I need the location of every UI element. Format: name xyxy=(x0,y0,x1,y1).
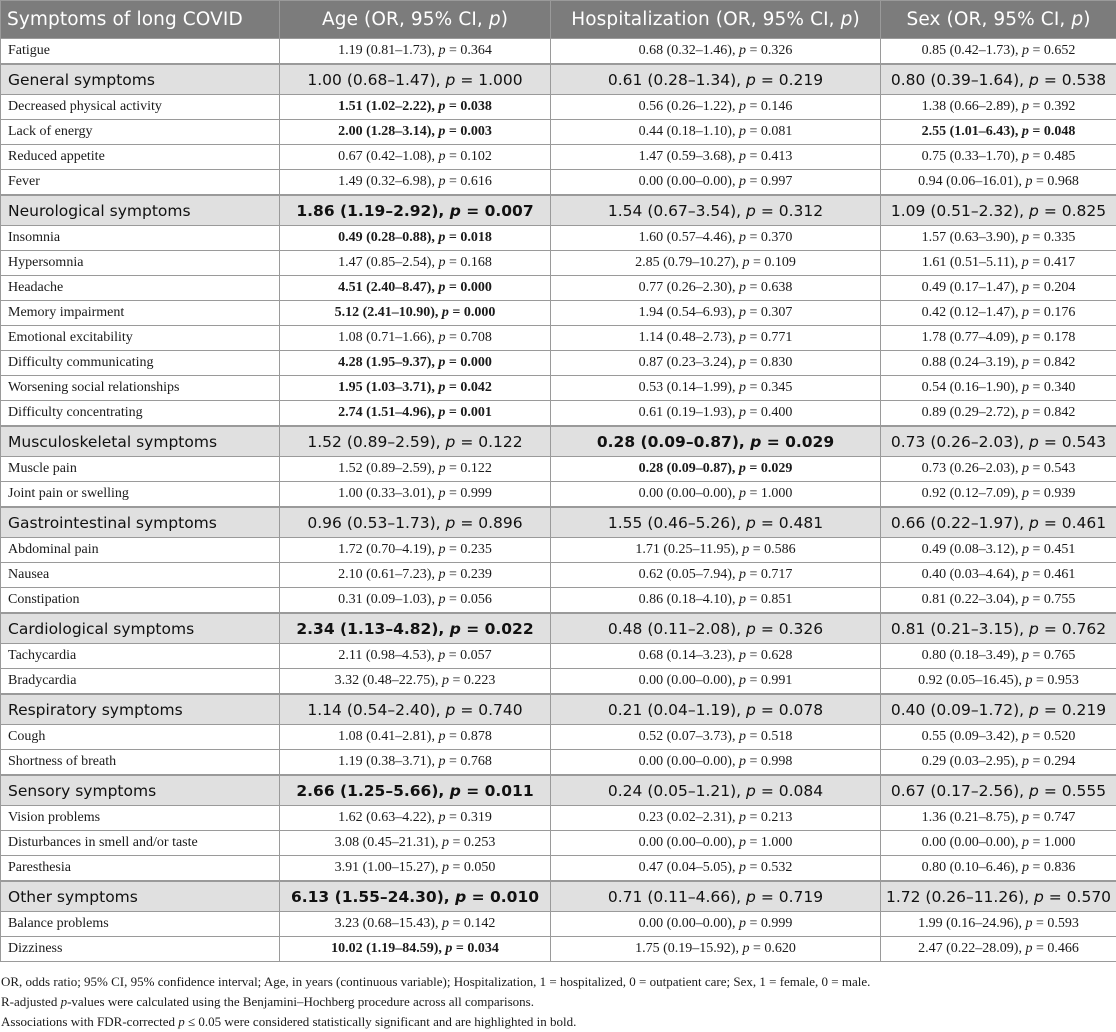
table-row xyxy=(1,145,1116,170)
hospitalization-cell: 0.21 (0.04–1.19), p = 0.078 xyxy=(551,694,881,725)
hospitalization-cell: 0.00 (0.00–0.00), p = 1.000 xyxy=(551,482,881,508)
symptom-cell: Difficulty concentrating xyxy=(1,401,280,427)
age-cell: 1.51 (1.02–2.22), p = 0.038 xyxy=(280,95,551,120)
table-row xyxy=(1,326,1116,351)
age-cell: 3.91 (1.00–15.27), p = 0.050 xyxy=(280,856,551,882)
age-cell: 1.86 (1.19–2.92), p = 0.007 xyxy=(280,195,551,226)
sex-cell: 0.29 (0.03–2.95), p = 0.294 xyxy=(881,750,1116,776)
age-cell: 1.19 (0.81–1.73), p = 0.364 xyxy=(280,39,551,65)
sex-cell: 0.73 (0.26–2.03), p = 0.543 xyxy=(881,457,1116,482)
table-row xyxy=(1,856,1116,882)
age-cell: 1.52 (0.89–2.59), p = 0.122 xyxy=(280,426,551,457)
table-row xyxy=(1,912,1116,937)
age-cell: 3.08 (0.45–21.31), p = 0.253 xyxy=(280,831,551,856)
sex-cell: 0.85 (0.42–1.73), p = 0.652 xyxy=(881,39,1116,65)
hospitalization-cell: 0.44 (0.18–1.10), p = 0.081 xyxy=(551,120,881,145)
table-row xyxy=(1,401,1116,427)
hospitalization-cell: 0.56 (0.26–1.22), p = 0.146 xyxy=(551,95,881,120)
age-cell: 1.08 (0.71–1.66), p = 0.708 xyxy=(280,326,551,351)
symptom-cell: Headache xyxy=(1,276,280,301)
symptom-cell: Joint pain or swelling xyxy=(1,482,280,508)
symptom-cell: Cardiological symptoms xyxy=(1,613,280,644)
sex-cell: 0.92 (0.12–7.09), p = 0.939 xyxy=(881,482,1116,508)
symptom-cell: Hypersomnia xyxy=(1,251,280,276)
hospitalization-cell: 0.87 (0.23–3.24), p = 0.830 xyxy=(551,351,881,376)
table-row xyxy=(1,482,1116,508)
symptom-cell: Vision problems xyxy=(1,806,280,831)
sex-cell: 0.81 (0.21–3.15), p = 0.762 xyxy=(881,613,1116,644)
hospitalization-cell: 1.94 (0.54–6.93), p = 0.307 xyxy=(551,301,881,326)
age-cell: 5.12 (2.41–10.90), p = 0.000 xyxy=(280,301,551,326)
table-row xyxy=(1,39,1116,65)
table-footnotes xyxy=(0,972,1116,1032)
sex-cell: 0.75 (0.33–1.70), p = 0.485 xyxy=(881,145,1116,170)
age-cell: 2.66 (1.25–5.66), p = 0.011 xyxy=(280,775,551,806)
category-row xyxy=(1,64,1116,95)
table-body xyxy=(1,39,1116,962)
sex-cell: 0.54 (0.16–1.90), p = 0.340 xyxy=(881,376,1116,401)
symptom-cell: Reduced appetite xyxy=(1,145,280,170)
footnote-adjustment: R-adjusted p-values were calculated using the Benjamini–Hochberg procedure across all comparisons. xyxy=(0,992,1116,1012)
sex-cell: 0.80 (0.18–3.49), p = 0.765 xyxy=(881,644,1116,669)
sex-cell: 0.73 (0.26–2.03), p = 0.543 xyxy=(881,426,1116,457)
age-cell: 4.28 (1.95–9.37), p = 0.000 xyxy=(280,351,551,376)
sex-cell: 1.36 (0.21–8.75), p = 0.747 xyxy=(881,806,1116,831)
table-row xyxy=(1,251,1116,276)
sex-cell: 0.94 (0.06–16.01), p = 0.968 xyxy=(881,170,1116,196)
table-row xyxy=(1,457,1116,482)
sex-cell: 0.67 (0.17–2.56), p = 0.555 xyxy=(881,775,1116,806)
age-cell: 1.14 (0.54–2.40), p = 0.740 xyxy=(280,694,551,725)
symptom-cell: Memory impairment xyxy=(1,301,280,326)
symptom-cell: Fever xyxy=(1,170,280,196)
header-age: Age (OR, 95% CI, p) xyxy=(280,1,551,39)
hospitalization-cell: 0.00 (0.00–0.00), p = 0.997 xyxy=(551,170,881,196)
hospitalization-cell: 0.00 (0.00–0.00), p = 0.998 xyxy=(551,750,881,776)
symptom-cell: Decreased physical activity xyxy=(1,95,280,120)
age-cell: 0.67 (0.42–1.08), p = 0.102 xyxy=(280,145,551,170)
hospitalization-cell: 0.24 (0.05–1.21), p = 0.084 xyxy=(551,775,881,806)
table-row xyxy=(1,351,1116,376)
table-row xyxy=(1,95,1116,120)
age-cell: 10.02 (1.19–84.59), p = 0.034 xyxy=(280,937,551,962)
sex-cell: 0.49 (0.08–3.12), p = 0.451 xyxy=(881,538,1116,563)
symptom-cell: Balance problems xyxy=(1,912,280,937)
hospitalization-cell: 0.71 (0.11–4.66), p = 0.719 xyxy=(551,881,881,912)
sex-cell: 0.81 (0.22–3.04), p = 0.755 xyxy=(881,588,1116,614)
sex-cell: 2.55 (1.01–6.43), p = 0.048 xyxy=(881,120,1116,145)
sex-cell: 0.80 (0.10–6.46), p = 0.836 xyxy=(881,856,1116,882)
category-row xyxy=(1,881,1116,912)
symptom-cell: Disturbances in smell and/or taste xyxy=(1,831,280,856)
table-row xyxy=(1,831,1116,856)
hospitalization-cell: 0.86 (0.18–4.10), p = 0.851 xyxy=(551,588,881,614)
table-row xyxy=(1,301,1116,326)
symptom-cell: Tachycardia xyxy=(1,644,280,669)
hospitalization-cell: 0.23 (0.02–2.31), p = 0.213 xyxy=(551,806,881,831)
symptom-cell: Fatigue xyxy=(1,39,280,65)
symptom-cell: Sensory symptoms xyxy=(1,775,280,806)
symptom-cell: Worsening social relationships xyxy=(1,376,280,401)
age-cell: 3.23 (0.68–15.43), p = 0.142 xyxy=(280,912,551,937)
sex-cell: 0.89 (0.29–2.72), p = 0.842 xyxy=(881,401,1116,427)
symptom-cell: Muscle pain xyxy=(1,457,280,482)
symptom-cell: Gastrointestinal symptoms xyxy=(1,507,280,538)
age-cell: 0.49 (0.28–0.88), p = 0.018 xyxy=(280,226,551,251)
symptom-cell: Lack of energy xyxy=(1,120,280,145)
table-row xyxy=(1,120,1116,145)
category-row xyxy=(1,613,1116,644)
table-row xyxy=(1,170,1116,196)
header-sex: Sex (OR, 95% CI, p) xyxy=(881,1,1116,39)
sex-cell: 0.92 (0.05–16.45), p = 0.953 xyxy=(881,669,1116,695)
symptom-cell: Respiratory symptoms xyxy=(1,694,280,725)
hospitalization-cell: 0.68 (0.32–1.46), p = 0.326 xyxy=(551,39,881,65)
hospitalization-cell: 0.00 (0.00–0.00), p = 0.991 xyxy=(551,669,881,695)
sex-cell: 0.88 (0.24–3.19), p = 0.842 xyxy=(881,351,1116,376)
age-cell: 2.10 (0.61–7.23), p = 0.239 xyxy=(280,563,551,588)
sex-cell: 1.61 (0.51–5.11), p = 0.417 xyxy=(881,251,1116,276)
sex-cell: 0.40 (0.09–1.72), p = 0.219 xyxy=(881,694,1116,725)
symptom-cell: Emotional excitability xyxy=(1,326,280,351)
age-cell: 0.96 (0.53–1.73), p = 0.896 xyxy=(280,507,551,538)
header-hospitalization: Hospitalization (OR, 95% CI, p) xyxy=(551,1,881,39)
hospitalization-cell: 0.48 (0.11–2.08), p = 0.326 xyxy=(551,613,881,644)
hospitalization-cell: 1.60 (0.57–4.46), p = 0.370 xyxy=(551,226,881,251)
age-cell: 1.08 (0.41–2.81), p = 0.878 xyxy=(280,725,551,750)
sex-cell: 0.80 (0.39–1.64), p = 0.538 xyxy=(881,64,1116,95)
hospitalization-cell: 0.28 (0.09–0.87), p = 0.029 xyxy=(551,457,881,482)
sex-cell: 0.49 (0.17–1.47), p = 0.204 xyxy=(881,276,1116,301)
sex-cell: 1.57 (0.63–3.90), p = 0.335 xyxy=(881,226,1116,251)
hospitalization-cell: 0.53 (0.14–1.99), p = 0.345 xyxy=(551,376,881,401)
table-row xyxy=(1,669,1116,695)
table-row xyxy=(1,226,1116,251)
symptom-cell: Neurological symptoms xyxy=(1,195,280,226)
sex-cell: 1.99 (0.16–24.96), p = 0.593 xyxy=(881,912,1116,937)
footnote-abbreviations: OR, odds ratio; 95% CI, 95% confidence interval; Age, in years (continuous variable); Hospitalization, 1 = hospitalized, 0 = outpatient care; Sex, 1 = female, 0 = male. xyxy=(0,972,1116,992)
hospitalization-cell: 1.47 (0.59–3.68), p = 0.413 xyxy=(551,145,881,170)
table-row xyxy=(1,538,1116,563)
age-cell: 0.31 (0.09–1.03), p = 0.056 xyxy=(280,588,551,614)
sex-cell: 2.47 (0.22–28.09), p = 0.466 xyxy=(881,937,1116,962)
hospitalization-cell: 0.52 (0.07–3.73), p = 0.518 xyxy=(551,725,881,750)
sex-cell: 0.42 (0.12–1.47), p = 0.176 xyxy=(881,301,1116,326)
sex-cell: 1.78 (0.77–4.09), p = 0.178 xyxy=(881,326,1116,351)
hospitalization-cell: 0.28 (0.09–0.87), p = 0.029 xyxy=(551,426,881,457)
hospitalization-cell: 1.71 (0.25–11.95), p = 0.586 xyxy=(551,538,881,563)
table-row xyxy=(1,376,1116,401)
sex-cell: 0.66 (0.22–1.97), p = 0.461 xyxy=(881,507,1116,538)
hospitalization-cell: 1.55 (0.46–5.26), p = 0.481 xyxy=(551,507,881,538)
sex-cell: 1.72 (0.26–11.26), p = 0.570 xyxy=(881,881,1116,912)
symptom-cell: Difficulty communicating xyxy=(1,351,280,376)
hospitalization-cell: 0.00 (0.00–0.00), p = 0.999 xyxy=(551,912,881,937)
category-row xyxy=(1,426,1116,457)
age-cell: 1.00 (0.68–1.47), p = 1.000 xyxy=(280,64,551,95)
symptom-cell: Shortness of breath xyxy=(1,750,280,776)
symptom-cell: Nausea xyxy=(1,563,280,588)
symptom-cell: General symptoms xyxy=(1,64,280,95)
footnote-significance: Associations with FDR-corrected p ≤ 0.05 were considered statistically significant and are highlighted in bold. xyxy=(0,1012,1116,1032)
category-row xyxy=(1,507,1116,538)
sex-cell: 0.00 (0.00–0.00), p = 1.000 xyxy=(881,831,1116,856)
table-row xyxy=(1,806,1116,831)
symptom-cell: Other symptoms xyxy=(1,881,280,912)
header-symptoms: Symptoms of long COVID xyxy=(1,1,280,39)
table-row xyxy=(1,750,1116,776)
table-row xyxy=(1,937,1116,962)
age-cell: 1.72 (0.70–4.19), p = 0.235 xyxy=(280,538,551,563)
symptom-cell: Constipation xyxy=(1,588,280,614)
hospitalization-cell: 0.68 (0.14–3.23), p = 0.628 xyxy=(551,644,881,669)
symptom-cell: Insomnia xyxy=(1,226,280,251)
hospitalization-cell: 1.75 (0.19–15.92), p = 0.620 xyxy=(551,937,881,962)
age-cell: 2.34 (1.13–4.82), p = 0.022 xyxy=(280,613,551,644)
symptom-cell: Paresthesia xyxy=(1,856,280,882)
age-cell: 1.95 (1.03–3.71), p = 0.042 xyxy=(280,376,551,401)
hospitalization-cell: 0.62 (0.05–7.94), p = 0.717 xyxy=(551,563,881,588)
table-header-row xyxy=(1,1,1116,39)
hospitalization-cell: 0.61 (0.28–1.34), p = 0.219 xyxy=(551,64,881,95)
age-cell: 2.00 (1.28–3.14), p = 0.003 xyxy=(280,120,551,145)
table-row xyxy=(1,563,1116,588)
sex-cell: 1.09 (0.51–2.32), p = 0.825 xyxy=(881,195,1116,226)
hospitalization-cell: 0.47 (0.04–5.05), p = 0.532 xyxy=(551,856,881,882)
age-cell: 1.62 (0.63–4.22), p = 0.319 xyxy=(280,806,551,831)
age-cell: 1.52 (0.89–2.59), p = 0.122 xyxy=(280,457,551,482)
age-cell: 3.32 (0.48–22.75), p = 0.223 xyxy=(280,669,551,695)
age-cell: 1.00 (0.33–3.01), p = 0.999 xyxy=(280,482,551,508)
age-cell: 1.47 (0.85–2.54), p = 0.168 xyxy=(280,251,551,276)
hospitalization-cell: 0.77 (0.26–2.30), p = 0.638 xyxy=(551,276,881,301)
table-row xyxy=(1,725,1116,750)
category-row xyxy=(1,195,1116,226)
hospitalization-cell: 1.14 (0.48–2.73), p = 0.771 xyxy=(551,326,881,351)
hospitalization-cell: 1.54 (0.67–3.54), p = 0.312 xyxy=(551,195,881,226)
symptom-cell: Musculoskeletal symptoms xyxy=(1,426,280,457)
age-cell: 2.11 (0.98–4.53), p = 0.057 xyxy=(280,644,551,669)
age-cell: 2.74 (1.51–4.96), p = 0.001 xyxy=(280,401,551,427)
symptom-cell: Cough xyxy=(1,725,280,750)
sex-cell: 0.55 (0.09–3.42), p = 0.520 xyxy=(881,725,1116,750)
sex-cell: 1.38 (0.66–2.89), p = 0.392 xyxy=(881,95,1116,120)
table-row xyxy=(1,588,1116,614)
symptom-cell: Abdominal pain xyxy=(1,538,280,563)
hospitalization-cell: 2.85 (0.79–10.27), p = 0.109 xyxy=(551,251,881,276)
symptom-cell: Dizziness xyxy=(1,937,280,962)
age-cell: 4.51 (2.40–8.47), p = 0.000 xyxy=(280,276,551,301)
category-row xyxy=(1,694,1116,725)
table-row xyxy=(1,276,1116,301)
hospitalization-cell: 0.61 (0.19–1.93), p = 0.400 xyxy=(551,401,881,427)
sex-cell: 0.40 (0.03–4.64), p = 0.461 xyxy=(881,563,1116,588)
symptom-cell: Bradycardia xyxy=(1,669,280,695)
age-cell: 1.19 (0.38–3.71), p = 0.768 xyxy=(280,750,551,776)
age-cell: 1.49 (0.32–6.98), p = 0.616 xyxy=(280,170,551,196)
category-row xyxy=(1,775,1116,806)
hospitalization-cell: 0.00 (0.00–0.00), p = 1.000 xyxy=(551,831,881,856)
age-cell: 6.13 (1.55–24.30), p = 0.010 xyxy=(280,881,551,912)
table-row xyxy=(1,644,1116,669)
